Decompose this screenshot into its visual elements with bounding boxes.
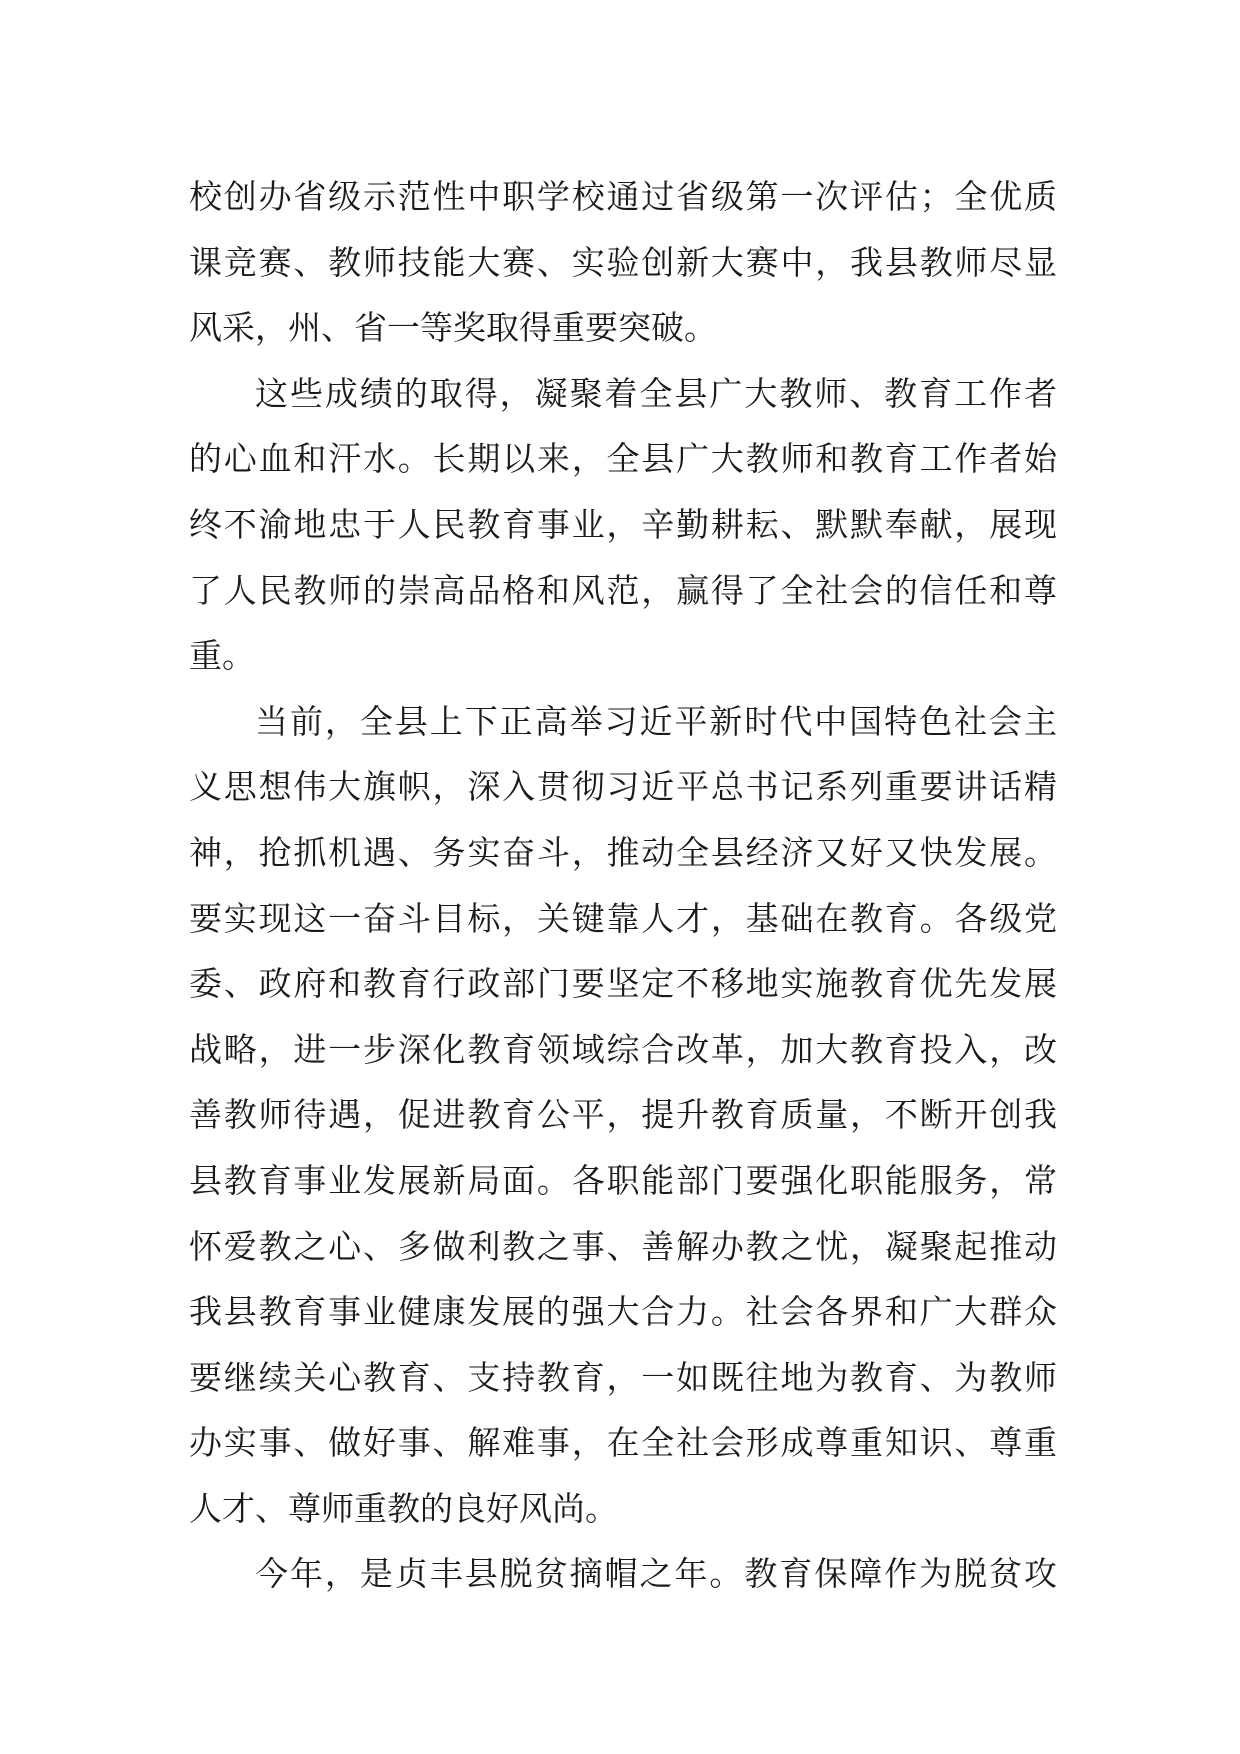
paragraph-achievements-continued: [189, 164, 1057, 361]
text-line: 当前，全县上下正高举习近平新时代中国特色社会主: [255, 701, 1057, 741]
paragraph-poverty-alleviation: [189, 1541, 1057, 1607]
text-line: 怀爱教之心、多做利教之事、善解办教之忧，凝聚起推动: [189, 1226, 1057, 1266]
text-line: 要继续关心教育、支持教育，一如既往地为教育、为教师: [189, 1357, 1057, 1397]
text-line: 重。: [189, 636, 255, 676]
paragraph-teachers-contribution: [189, 361, 1057, 689]
text-line: 了人民教师的崇高品格和风范，赢得了全社会的信任和尊: [189, 570, 1057, 610]
text-line: 这些成绩的取得，凝聚着全县广大教师、教育工作者: [255, 373, 1057, 413]
text-line: 委、政府和教育行政部门要坚定不移地实施教育优先发展: [189, 964, 1057, 1004]
text-line: 县教育事业发展新局面。各职能部门要强化职能服务，常: [189, 1160, 1057, 1200]
text-line: 要实现这一奋斗目标，关键靠人才，基础在教育。各级党: [189, 898, 1057, 938]
text-line: 的心血和汗水。长期以来，全县广大教师和教育工作者始: [189, 439, 1057, 479]
text-line: 义思想伟大旗帜，深入贯彻习近平总书记系列重要讲话精: [189, 767, 1057, 807]
text-line: 善教师待遇，促进教育公平，提升教育质量，不断开创我: [189, 1095, 1057, 1135]
text-line: 今年，是贞丰县脱贫摘帽之年。教育保障作为脱贫攻: [255, 1554, 1057, 1594]
body-text: [189, 164, 1057, 1607]
text-line: 神，抢抓机遇、务实奋斗，推动全县经济又好又快发展。: [189, 832, 1057, 872]
paragraph-current-tasks: [189, 689, 1057, 1542]
text-line: 校创办省级示范性中职学校通过省级第一次评估；全优质: [189, 177, 1057, 216]
text-line: 我县教育事业健康发展的强大合力。社会各界和广大群众: [189, 1292, 1057, 1332]
text-line: 风采，州、省一等奖取得重要突破。: [189, 308, 717, 348]
text-line: 终不渝地忠于人民教育事业，辛勤耕耘、默默奉献，展现: [189, 504, 1057, 544]
text-line: 课竞赛、教师技能大赛、实验创新大赛中，我县教师尽显: [189, 242, 1057, 282]
text-line: 人才、尊师重教的良好风尚。: [189, 1488, 618, 1528]
text-line: 办实事、做好事、解难事，在全社会形成尊重知识、尊重: [189, 1423, 1057, 1463]
text-line: 战略，进一步深化教育领域综合改革，加大教育投入，改: [189, 1029, 1057, 1069]
